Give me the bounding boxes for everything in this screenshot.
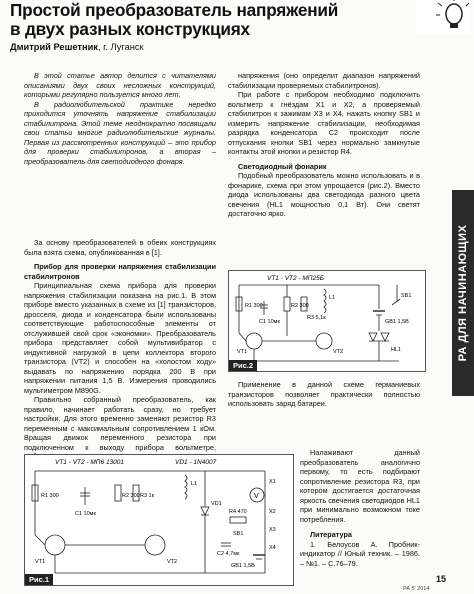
right-body: [228, 71, 420, 219]
journal-reference: РА 5' 2014: [403, 586, 430, 592]
figure-2-label: Рис.2: [229, 360, 257, 371]
left-body: [24, 238, 216, 462]
fig1-part-label: X2: [269, 509, 276, 515]
fig1-part-label: X3: [269, 527, 276, 533]
fig1-part-label: R1 300: [41, 493, 59, 499]
lightbulb-icon: [416, 0, 470, 34]
literature-heading: Литература: [310, 530, 352, 539]
lead-paragraph: В этой статье автор делится с читателями описаниями двух своих несложных конструкций, которыми регулярно пользуется много лет.: [24, 71, 216, 99]
fig1-header-2: VD1 - 1N4007: [175, 459, 217, 466]
side-tab-label: РА ДЛЯ НАЧИНАЮЩИХ: [457, 224, 469, 362]
fig2-part-label: VT2: [333, 349, 344, 355]
circuit-diagram-1: [25, 455, 293, 585]
section-heading: Светодиодный фонарик: [238, 161, 327, 171]
fig1-part-label: SB1: [233, 531, 244, 537]
author-line: [10, 42, 144, 52]
body-paragraph: Принципиальная схема прибора для проверки напряжения стабилизации показана на рис.1. В этом приборе вместо указанных в схеме из [1] транзисторов, дросселя, диода и конденсатора были использованы соответствующие работоспособные элементы от отслужившей свой срок «экономки». Преобразователь прибора представляет собой мультивибратор с индуктивной нагрузкой в цепи коллектора второго транзистора (VT2) и способен на «холостом ходу» выдавать по напряжению порядка 200 В при напряжении питания 1,5 В. Измерения проводились мультиметром M890G.: [24, 281, 216, 395]
lead-block: [24, 71, 216, 166]
title-line-1: Простой преобразователь напряжений: [10, 0, 339, 20]
right-body-after-fig2: [228, 380, 420, 409]
fig1-part-label: VT1: [35, 559, 46, 565]
section-side-tab: [452, 190, 474, 396]
body-paragraph: Налаживают данный преобразователь аналогично первому, то есть подбирают сопротивление резистора R3, при котором достигается достаточная яркость свечения светодиодов HL1 при минимально возможном токе потребления.: [300, 448, 420, 524]
figure-1-label: Рис.1: [25, 574, 53, 585]
section-heading: Прибор для проверки напряжения стабилизации стабилитронов: [24, 262, 216, 281]
fig1-part-label: GB1 1,5В: [231, 563, 255, 569]
right-bottom-block: [300, 448, 420, 568]
fig2-part-label: C1 10мк: [259, 319, 280, 325]
fig2-part-label: R2 300: [291, 303, 309, 309]
fig1-part-label: X1: [269, 479, 276, 485]
title-line-2: в двух разных конструкциях: [10, 19, 250, 39]
body-paragraph: Правильно собранный преобразователь, как правило, начинает работать сразу, но требует настройки. Для этого временно заменяют резистор R3 переменным с максимальным сопротивлением 1 кОм. Вращая движок переменного резистора при подключенном к выходу прибора вольтметре,: [24, 395, 216, 452]
fig1-part-label: X4: [269, 545, 276, 551]
fig2-part-label: HL1: [391, 347, 402, 353]
literature-item: 1. Белоусов А. Пробник-индикатор // Юный техник. – 1986. – №1. – С.76–79.: [300, 539, 420, 568]
fig2-header: VT1 - VT2 - МП25Б: [267, 275, 324, 282]
figure-2: [228, 270, 426, 372]
fig1-part-label: C1 10мк: [75, 511, 96, 517]
author-name: Дмитрий Решетник: [10, 42, 98, 52]
intro-paragraph: За основу преобразователей в обеих конструкциях была взята схема, опубликованная в [1].: [24, 238, 216, 257]
body-paragraph: Применение в данной схеме германиевых транзисторов позволяет практически полностью использовать заряд батареи.: [228, 380, 420, 408]
fig1-part-label: C2 4,7мк: [217, 551, 240, 557]
fig1-part-label: L1: [191, 481, 198, 487]
fig2-part-label: SB1: [401, 293, 412, 299]
svg-text:V: V: [254, 493, 259, 500]
body-paragraph: При работе с прибором необходимо подключить вольтметр к гнёздам X1 и X2, а проверяемый стабилитрон к зажимам X3 и X4, нажать кнопку SB1 и измерить напряжение стабилизации, необходимая разрядка конденсатора C2 происходит после отпускания кнопки SB1 через нормально замкнутые контакты этой кнопки и резистор R4.: [228, 90, 420, 156]
author-city: , г. Луганск: [97, 42, 144, 52]
fig1-part-label: VT2: [167, 559, 178, 565]
body-paragraph: напряжения (оно определит диапазон напряжений стабилизации проверяемых стабилитронов).: [228, 71, 420, 90]
fig1-part-label: R2 300: [122, 493, 140, 499]
page-number: 15: [436, 574, 447, 584]
figure-1: [24, 454, 294, 586]
fig1-part-label: R3 1к: [140, 493, 155, 499]
fig2-part-label: L1: [329, 295, 336, 301]
fig1-part-label: VD1: [211, 501, 222, 507]
fig2-part-label: GB1 1,5В: [385, 319, 409, 325]
circuit-diagram-2: [229, 271, 425, 371]
article-title: [10, 1, 410, 39]
fig2-part-label: VT1: [237, 349, 248, 355]
body-paragraph: Подобный преобразователь можно использовать и в фонарике, схема при этом упрощается (рис.2). Вместо диода использованы два светодиода разного цвета свечения (HL1 мощностью 0,1 Вт). Они светят достаточно ярко.: [228, 171, 420, 218]
fig2-part-label: R3 5,1к: [307, 315, 326, 321]
fig1-part-label: R4 470: [229, 509, 247, 515]
fig2-part-label: R1 300: [245, 303, 263, 309]
lead-paragraph: В радиолюбительской практике нередко приходится уточнять напряжение стабилизации стабилитрона. Этой теме неоднократно посвящали свои статьи многие радиолюбительские журналы. Первая из рассмотренных конструкций – это прибор для проверки стабилитронов, а вторая – преобразователь для светодиодного фонаря.: [24, 99, 216, 166]
fig1-header: VT1 - VT2 - МП6 13001: [55, 459, 125, 466]
